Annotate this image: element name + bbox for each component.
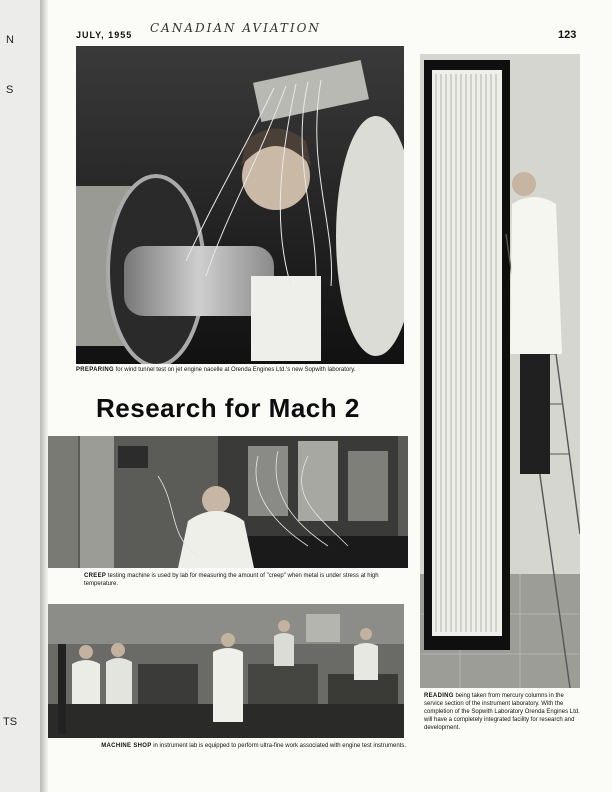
mercury-columns-illustration bbox=[420, 54, 580, 688]
page-number: 123 bbox=[558, 29, 577, 41]
caption-lead: MACHINE SHOP bbox=[101, 743, 152, 749]
caption-lead: PREPARING bbox=[76, 367, 114, 373]
photo-mercury-columns bbox=[420, 54, 580, 688]
caption-body: for wind tunnel test on jet engine nacelle at Orenda Engines Ltd.'s new Sopwith laboratory. bbox=[115, 367, 356, 373]
caption-lead: READING bbox=[424, 693, 454, 699]
wind-tunnel-illustration bbox=[76, 46, 404, 364]
caption-machine-shop bbox=[76, 742, 406, 750]
handwritten-note: CANADIAN AVIATION bbox=[150, 21, 321, 35]
article-headline: Research for Mach 2 bbox=[96, 393, 360, 423]
issue-date: JULY, 1955 bbox=[76, 30, 133, 40]
photo-creep-testing bbox=[48, 436, 408, 568]
caption-body: being taken from mercury columns in the service section of the instrument laboratory. With the completion of the Sopwith Laboratory Orenda Engines Ltd. will have a completely integrated facility for research and development. bbox=[424, 693, 580, 731]
page-fold-shadow bbox=[40, 0, 48, 792]
caption-body: testing machine is used by lab for measuring the amount of "creep" when metal is under stress at high temperature. bbox=[84, 573, 379, 587]
caption-lead: CREEP bbox=[84, 573, 107, 579]
margin-letter-s: S bbox=[6, 84, 14, 96]
caption-creep-testing bbox=[84, 572, 410, 588]
photo-wind-tunnel bbox=[76, 46, 404, 364]
creep-testing-illustration bbox=[48, 436, 408, 568]
margin-letter-n: N bbox=[6, 34, 14, 46]
adjacent-page-strip bbox=[0, 0, 44, 792]
caption-body: in instrument lab is equipped to perform ultra-fine work associated with engine test instruments. bbox=[153, 743, 406, 749]
machine-shop-illustration bbox=[48, 604, 404, 738]
caption-mercury-columns bbox=[424, 692, 580, 732]
margin-letter-ts: TS bbox=[3, 716, 18, 728]
caption-wind-tunnel bbox=[76, 366, 406, 374]
photo-machine-shop bbox=[48, 604, 404, 738]
